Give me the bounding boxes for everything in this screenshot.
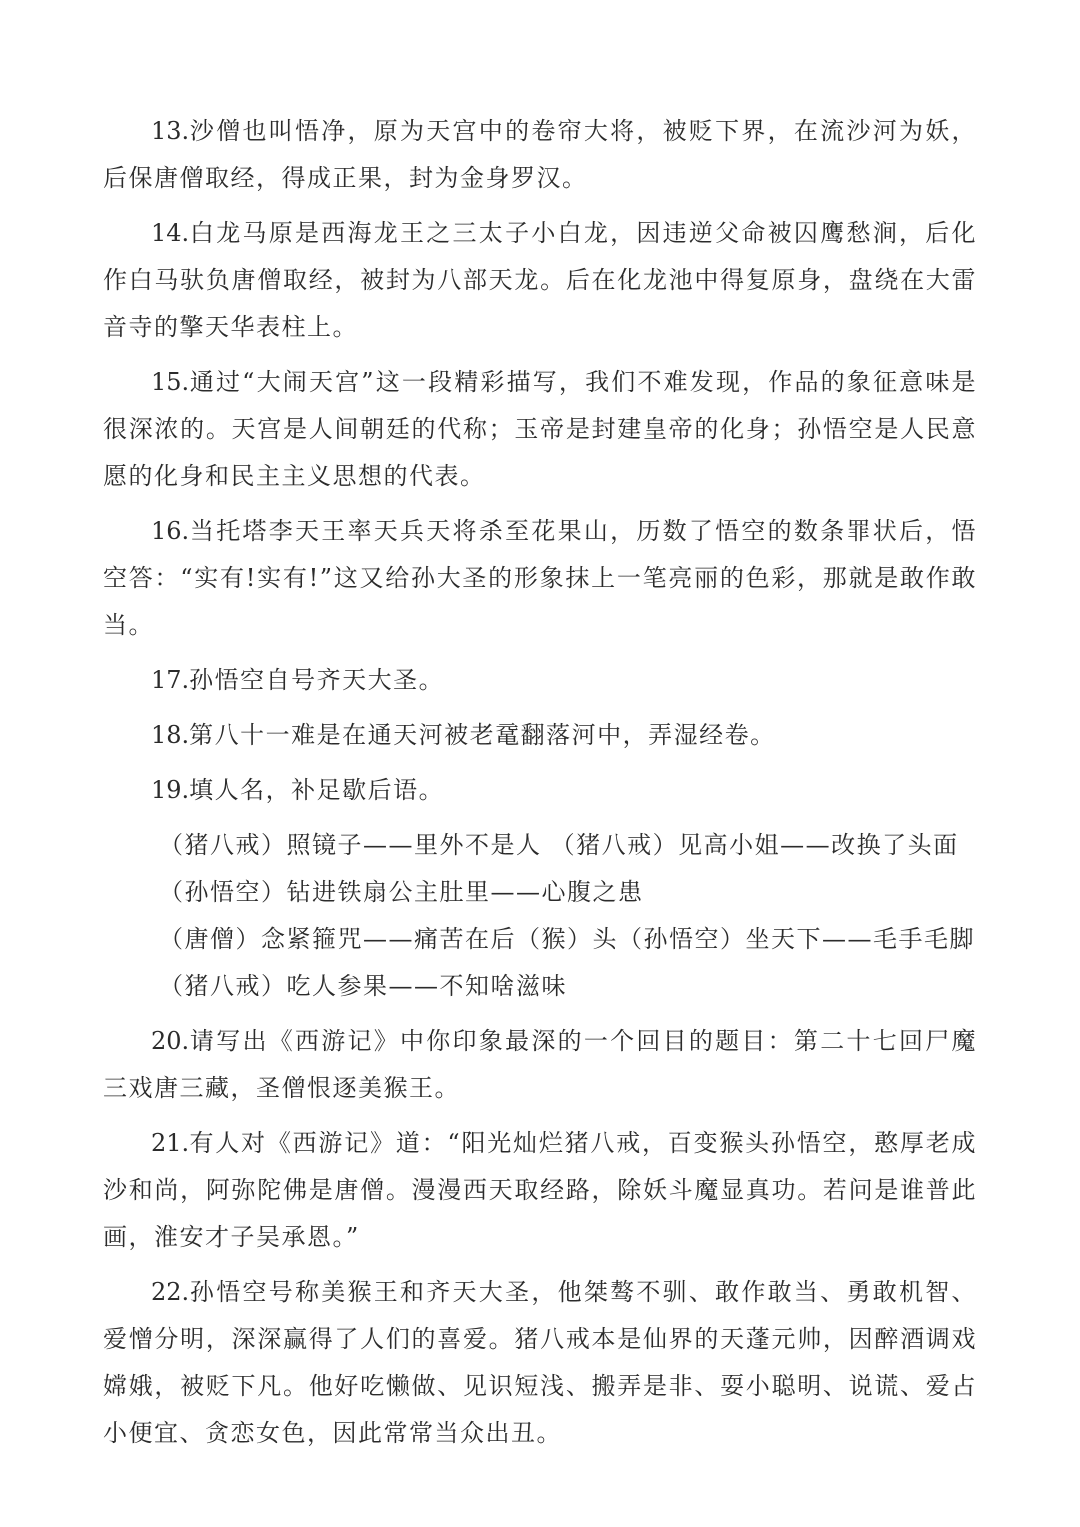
item-number: 21. xyxy=(151,1129,190,1157)
xiehouyu-line: （唐僧）念紧箍咒——痛苦在后（猴）头（孙悟空）坐天下——毛手毛脚 xyxy=(159,925,975,953)
item-14 xyxy=(103,210,977,351)
item-number: 14. xyxy=(151,219,190,247)
item-15 xyxy=(103,359,977,500)
item-number: 20. xyxy=(151,1027,190,1055)
item-20 xyxy=(103,1018,977,1112)
item-number: 15. xyxy=(151,368,190,396)
item-18 xyxy=(103,712,977,759)
item-number: 19. xyxy=(151,776,190,804)
item-19 xyxy=(103,767,977,814)
item-text: 有人对《西游记》道：“阳光灿烂猪八戒，百变猴头孙悟空，憨厚老成沙和尚，阿弥陀佛是唐僧。漫漫西天取经路，除妖斗魔显真功。若问是谁普此画，淮安才子吴承恩。” xyxy=(103,1129,977,1251)
item-text: 沙僧也叫悟净，原为天宫中的卷帘大将，被贬下界，在流沙河为妖，后保唐僧取经，得成正果，封为金身罗汉。 xyxy=(103,117,977,192)
item-text: 通过“大闹天宫”这一段精彩描写，我们不难发现，作品的象征意味是很深浓的。天宫是人间朝廷的代称；玉帝是封建皇帝的化身；孙悟空是人民意愿的化身和民主主义思想的代表。 xyxy=(103,368,977,490)
item-16 xyxy=(103,508,977,649)
xiehouyu-list xyxy=(103,822,977,1010)
item-22 xyxy=(103,1269,977,1457)
item-13 xyxy=(103,108,977,202)
xiehouyu-line: （猪八戒）照镜子——里外不是人 （猪八戒）见高小姐——改换了头面 xyxy=(159,831,959,859)
xiehouyu-line: （猪八戒）吃人参果——不知啥滋味 xyxy=(159,972,567,1000)
item-text: 孙悟空号称美猴王和齐天大圣，他桀骜不驯、敢作敢当、勇敢机智、爱憎分明，深深赢得了人们的喜爱。猪八戒本是仙界的天蓬元帅，因醉酒调戏嫦娥，被贬下凡。他好吃懒做、见识短浅、搬弄是非、耍小聪明、说谎、爱占小便宜、贪恋女色，因此常常当众出丑。 xyxy=(103,1278,977,1447)
item-text: 第八十一难是在通天河被老鼋翻落河中，弄湿经卷。 xyxy=(189,721,776,749)
xiehouyu-line: （孙悟空）钻进铁扇公主肚里——心腹之患 xyxy=(159,878,644,906)
document-body xyxy=(103,108,977,1465)
item-17 xyxy=(103,657,977,704)
item-number: 16. xyxy=(151,517,190,545)
item-number: 13. xyxy=(151,117,190,145)
item-number: 22. xyxy=(151,1278,190,1306)
item-number: 18. xyxy=(151,721,190,749)
item-21 xyxy=(103,1120,977,1261)
item-text: 当托塔李天王率天兵天将杀至花果山，历数了悟空的数条罪状后，悟空答：“实有!实有!”这又给孙大圣的形象抹上一笔亮丽的色彩，那就是敢作敢当。 xyxy=(103,517,977,639)
item-text: 填人名，补足歇后语。 xyxy=(189,776,445,804)
item-text: 请写出《西游记》中你印象最深的一个回目的题目：第二十七回尸魔三戏唐三藏，圣僧恨逐美猴王。 xyxy=(103,1027,977,1102)
item-text: 孙悟空自号齐天大圣。 xyxy=(189,666,445,694)
item-number: 17. xyxy=(151,666,190,694)
item-text: 白龙马原是西海龙王之三太子小白龙，因违逆父命被囚鹰愁涧，后化作白马驮负唐僧取经，被封为八部天龙。后在化龙池中得复原身，盘绕在大雷音寺的擎天华表柱上。 xyxy=(103,219,977,341)
